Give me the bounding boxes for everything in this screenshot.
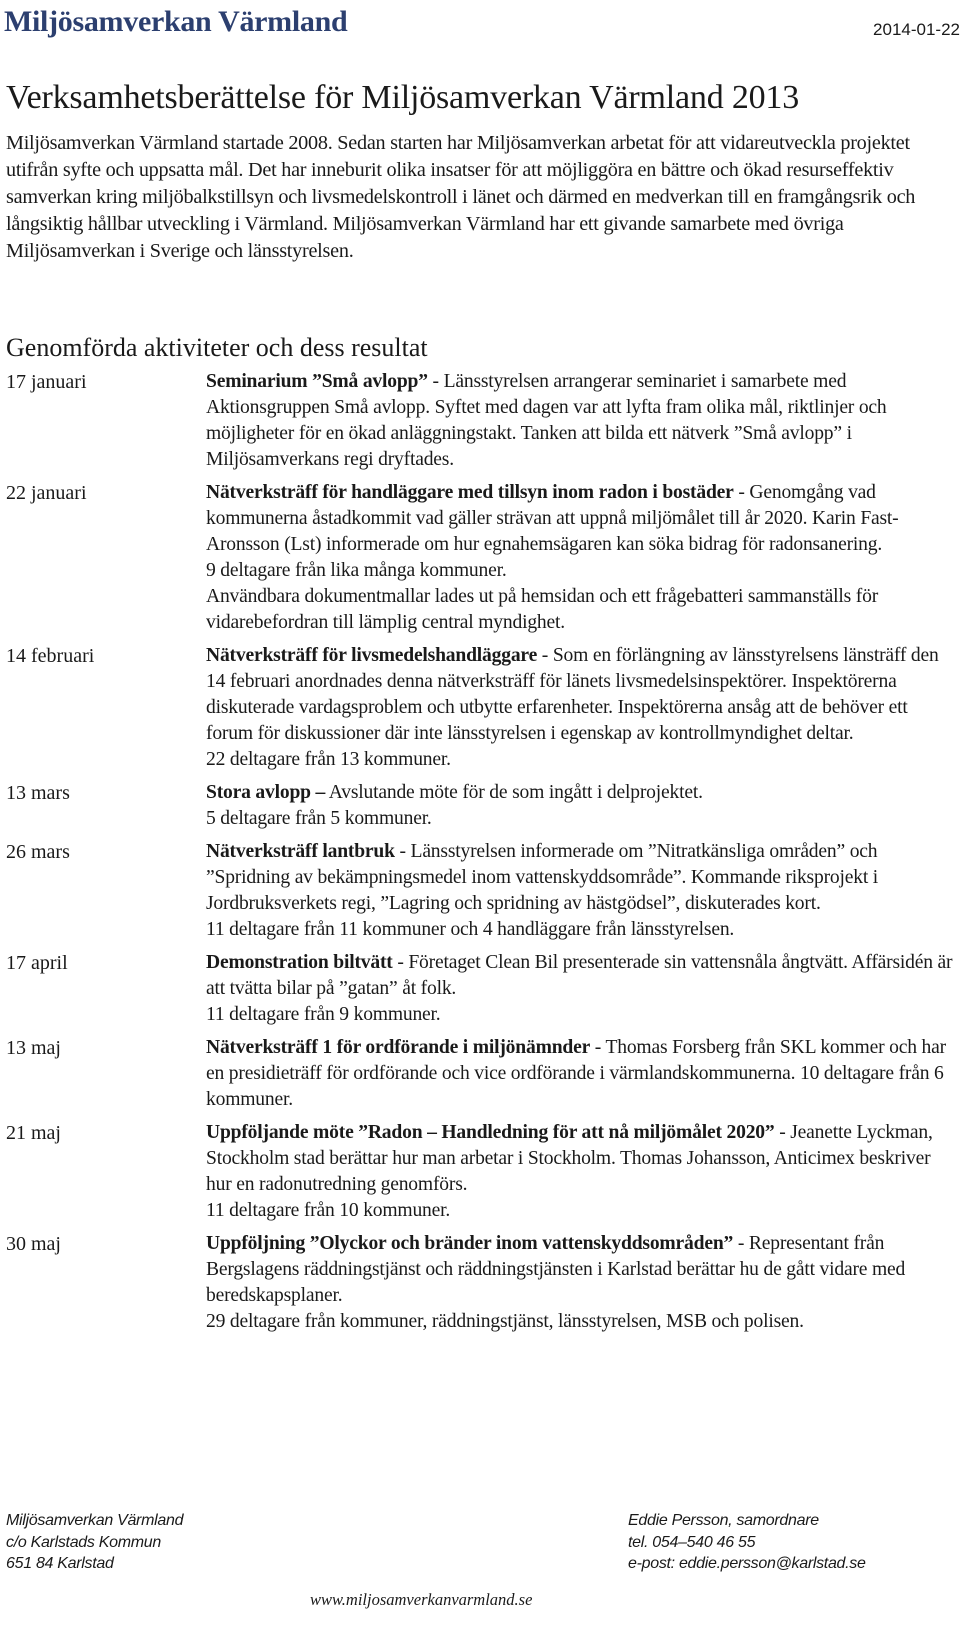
footer-email[interactable]: e-post: eddie.persson@karlstad.se <box>628 1555 866 1572</box>
activity-text: Avslutande möte för de som ingått i delprojektet. <box>328 782 703 803</box>
footer-contact <box>628 1510 866 1575</box>
activity-title: Seminarium ”Små avlopp” <box>206 371 428 392</box>
activity-separator: - <box>590 1037 606 1058</box>
activity-separator: - <box>537 645 553 666</box>
activity-date: 30 maj <box>6 1233 61 1255</box>
activity-description <box>206 369 958 473</box>
activity-description <box>206 950 958 1028</box>
activity-text: Länsstyrelsen arrangerar seminariet i samarbete med Aktionsgruppen Små avlopp. Syftet med dagen var att lyfta fram olika mål, riktlinjer och möjligheter för en ökad anläggningstakt. Tanken att bilda ett nätverk ”Små avlopp” i Miljösamverkans regi dryftades. <box>206 371 887 470</box>
activity-date: 17 januari <box>6 371 87 393</box>
activity-note: 11 deltagare från 10 kommuner. <box>206 1200 451 1221</box>
activity-note: 5 deltagare från 5 kommuner. <box>206 808 432 829</box>
activity-title: Uppföljning ”Olyckor och bränder inom vattenskyddsområden” <box>206 1233 734 1254</box>
activity-date: 21 maj <box>6 1122 61 1144</box>
activity-title: Nätverksträff 1 för ordförande i miljönämnder <box>206 1037 591 1058</box>
footer-contact-name: Eddie Persson, samordnare <box>628 1512 819 1529</box>
activity-date: 13 mars <box>6 782 70 804</box>
footer-org: Miljösamverkan Värmland <box>6 1512 184 1529</box>
activity-item <box>6 1120 960 1224</box>
activity-item <box>6 369 960 473</box>
activity-date: 14 februari <box>6 645 95 667</box>
activity-title: Stora avlopp – <box>206 782 326 803</box>
activity-date: 22 januari <box>6 482 87 504</box>
logo <box>4 2 347 42</box>
activity-description <box>206 1120 958 1224</box>
activity-separator: - <box>392 952 409 973</box>
activity-separator: - <box>733 1233 749 1254</box>
activity-item <box>6 839 960 943</box>
activity-title: Demonstration biltvätt <box>206 952 393 973</box>
activity-separator: - <box>427 371 444 392</box>
activity-text: Genomgång vad kommunerna åstadkommit vad gäller strävan att uppnå miljömålet till år 2020. Karin Fast-Aronsson (Lst) informerade om hur egnahemsägaren kan söka bidrag för radonsanering. <box>206 482 899 555</box>
activity-title: Nätverksträff lantbruk <box>206 841 395 862</box>
activity-list <box>6 369 960 1342</box>
activity-note: 9 deltagare från lika många kommuner. <box>206 560 507 581</box>
footer-postal: 651 84 Karlstad <box>6 1555 114 1572</box>
activity-description <box>206 1035 958 1113</box>
footer-phone: tel. 054–540 46 55 <box>628 1533 756 1551</box>
website-link[interactable]: www.miljosamverkanvarmland.se <box>310 1590 533 1609</box>
activity-text: Länsstyrelsen informerade om ”Nitratkänsliga områden” och ”Spridning av bekämpningsmedel inom vattenskyddsområde”. Kommande riksprojekt i Jordbruksverkets regi, ”Lagring och spridning av hästgödsel”, diskuterades kort. <box>206 841 879 914</box>
activity-description <box>206 780 958 832</box>
activity-item <box>6 1231 960 1335</box>
activity-date: 26 mars <box>6 841 70 863</box>
activity-description <box>206 839 958 943</box>
page-title: Verksamhetsberättelse för Miljösamverkan Värmland 2013 <box>6 79 800 116</box>
activity-separator: - <box>394 841 411 862</box>
activity-text: Företaget Clean Bil presenterade sin vattensnåla ångtvätt. Affärsidén är att tvätta bilar på ”gatan” åt folk. <box>206 952 953 999</box>
activity-separator: - <box>733 482 750 503</box>
activity-note: 29 deltagare från kommuner, räddningstjänst, länsstyrelsen, MSB och polisen. <box>206 1311 804 1332</box>
activity-description <box>206 1231 958 1335</box>
activity-date: 17 april <box>6 952 68 974</box>
logo-text: Miljösamverkan Värmland <box>4 5 348 38</box>
intro-paragraph: Miljösamverkan Värmland startade 2008. Sedan starten har Miljösamverkan arbetat för att vidareutveckla projektet utifrån syfte och uppsatta mål. Det har inneburit olika insatser för att möjliggöra en bättre och ökad resurseffektiv samverkan kring miljöbalkstillsyn och livsmedelskontroll i länet och därmed en medverkan till en framgångsrik och långsiktig hållbar utveckling i Värmland. Miljösamverkan Värmland har ett givande samarbete med övriga Miljösamverkan i Sverige och länsstyrelsen. <box>6 132 916 262</box>
activity-date: 13 maj <box>6 1037 61 1059</box>
activity-text: Som en förlängning av länsstyrelsens länsträff den 14 februari anordnades denna nätverksträff för länets livsmedelsinspektörer. Inspektörerna diskuterade vardagsproblem och utbytte erfarenheter. Inspektörerna ansåg att de behöver ett forum för diskussioner där inte länsstyrelsen i egenskap av kontrollmyndighet deltar. <box>206 645 939 744</box>
activity-text: Thomas Forsberg från SKL kommer och har en presidieträff för ordförande och vice ordförande i värmlandskommunerna. 10 deltagare från 6 kommuner. <box>206 1037 946 1110</box>
document-date: 2014-01-22 <box>873 20 960 39</box>
activity-item <box>6 480 960 636</box>
activity-title: Uppföljande möte ”Radon – Handledning för att nå miljömålet 2020” <box>206 1122 775 1143</box>
activity-note: 11 deltagare från 11 kommuner och 4 handläggare från länsstyrelsen. <box>206 919 735 940</box>
activity-note: Användbara dokumentmallar lades ut på hemsidan och ett frågebatteri sammanställs för vidarebefordran till lämplig central myndighet. <box>206 586 879 633</box>
activity-text: Jeanette Lyckman, Stockholm stad berättar hur man arbetar i Stockholm. Thomas Johansson, Anticimex beskriver hur en radonutredning genomförs. <box>206 1122 933 1195</box>
activity-item <box>6 643 960 773</box>
section-heading: Genomförda aktiviteter och dess resultat <box>6 333 428 362</box>
activity-text: Representant från Bergslagens räddningstjänst och räddningstjänsten i Karlstad berättar hu de gått vidare med beredskapsplaner. <box>206 1233 906 1306</box>
activity-note: 11 deltagare från 9 kommuner. <box>206 1004 441 1025</box>
footer-address <box>6 1510 183 1575</box>
activity-item <box>6 1035 960 1113</box>
activity-title: Nätverksträff för handläggare med tillsyn inom radon i bostäder <box>206 482 734 503</box>
activity-description <box>206 480 958 636</box>
activity-description <box>206 643 958 773</box>
activity-separator: - <box>774 1122 791 1143</box>
activity-item <box>6 780 960 832</box>
activity-item <box>6 950 960 1028</box>
activity-note: 22 deltagare från 13 kommuner. <box>206 749 451 770</box>
footer-co: c/o Karlstads Kommun <box>6 1533 161 1551</box>
activity-title: Nätverksträff för livsmedelshandläggare <box>206 645 538 666</box>
